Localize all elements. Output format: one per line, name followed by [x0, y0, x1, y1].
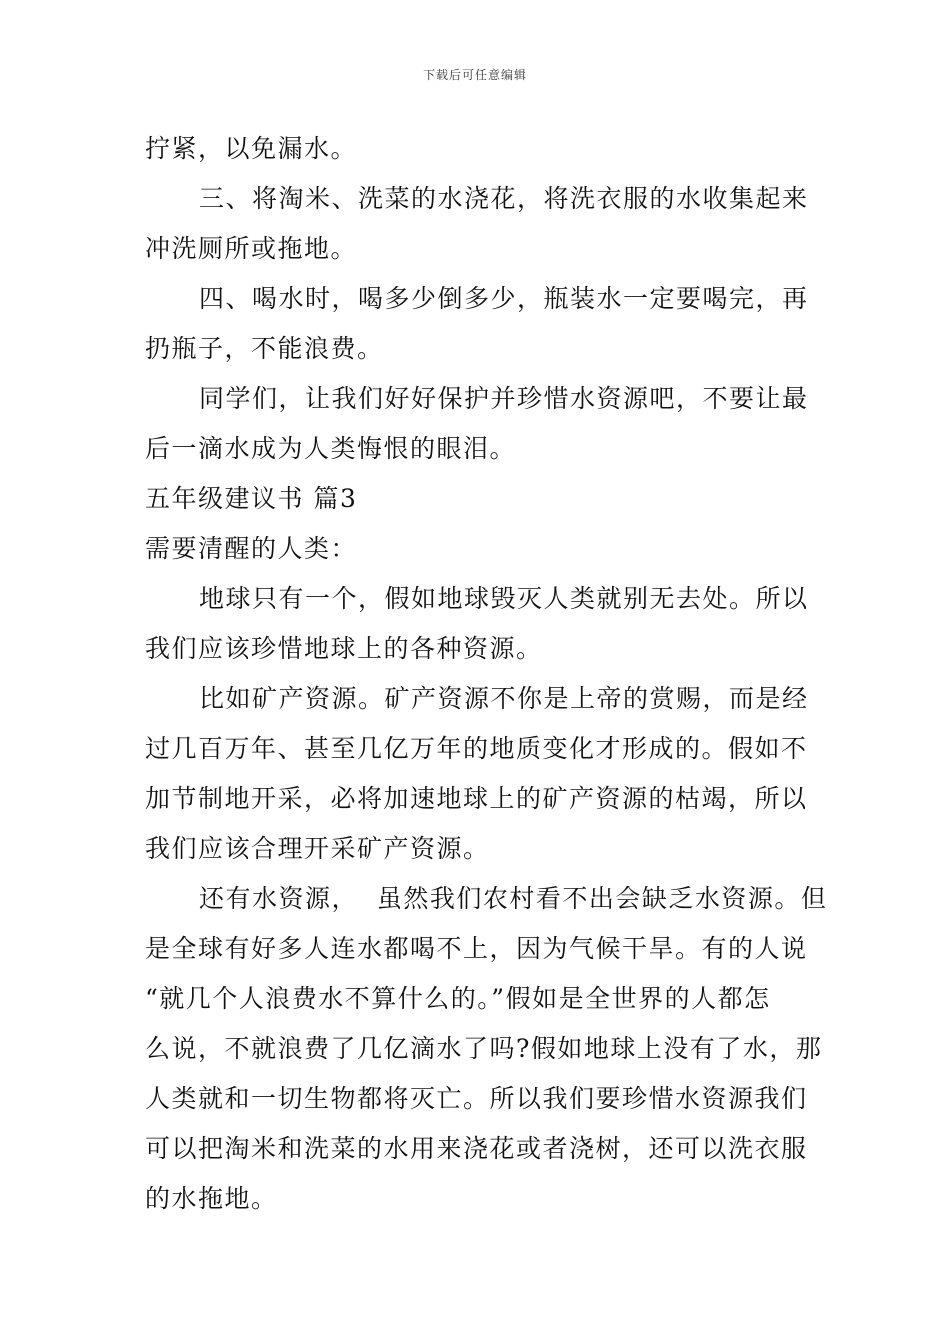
text-line: 么说，不就浪费了几亿滴水了吗?假如地球上没有了水，那 — [145, 1034, 823, 1063]
text-line: 还有水资源， 虽然我们农村看不出会缺乏水资源。但 — [199, 884, 828, 913]
text-line: 拧紧，以免漏水。 — [145, 134, 358, 163]
text-line: “就几个人浪费水不算什么的。”假如是全世界的人都怎 — [145, 984, 771, 1013]
section-heading: 五年级建议书 篇3 — [145, 484, 358, 513]
text-line: 人类就和一切生物都将灭亡。所以我们要珍惜水资源我们 — [145, 1084, 808, 1113]
text-line: 四、喝水时，喝多少倒多少，瓶装水一定要喝完，再 — [199, 284, 809, 313]
text-line: 比如矿产资源。矿产资源不你是上帝的赏赐，而是经 — [199, 684, 809, 713]
text-line: 是全球有好多人连水都喝不上，因为气候干旱。有的人说 — [145, 934, 808, 963]
text-line: 扔瓶子，不能浪费。 — [145, 334, 384, 363]
salutation: 需要清醒的人类： — [145, 534, 358, 563]
text-line: 我们应该合理开采矿产资源。 — [145, 834, 490, 863]
text-line: 冲洗厕所或拖地。 — [145, 234, 358, 263]
text-line: 我们应该珍惜地球上的各种资源。 — [145, 634, 543, 663]
text-line: 后一滴水成为人类悔恨的眼泪。 — [145, 434, 517, 463]
text-line: 过几百万年、甚至几亿万年的地质变化才形成的。假如不 — [145, 734, 808, 763]
document-body — [145, 124, 828, 1224]
page-header-note: 下载后可任意编辑 — [422, 68, 527, 82]
text-line: 的水拖地。 — [145, 1184, 278, 1213]
text-line: 同学们，让我们好好保护并珍惜水资源吧，不要让最 — [199, 384, 809, 413]
text-line: 可以把淘米和洗菜的水用来浇花或者浇树，还可以洗衣服 — [145, 1134, 808, 1163]
text-line: 加节制地开采，必将加速地球上的矿产资源的枯竭，所以 — [145, 784, 808, 813]
text-line: 地球只有一个，假如地球毁灭人类就别无去处。所以 — [199, 584, 809, 613]
text-line: 三、将淘米、洗菜的水浇花，将洗衣服的水收集起来 — [199, 184, 809, 213]
